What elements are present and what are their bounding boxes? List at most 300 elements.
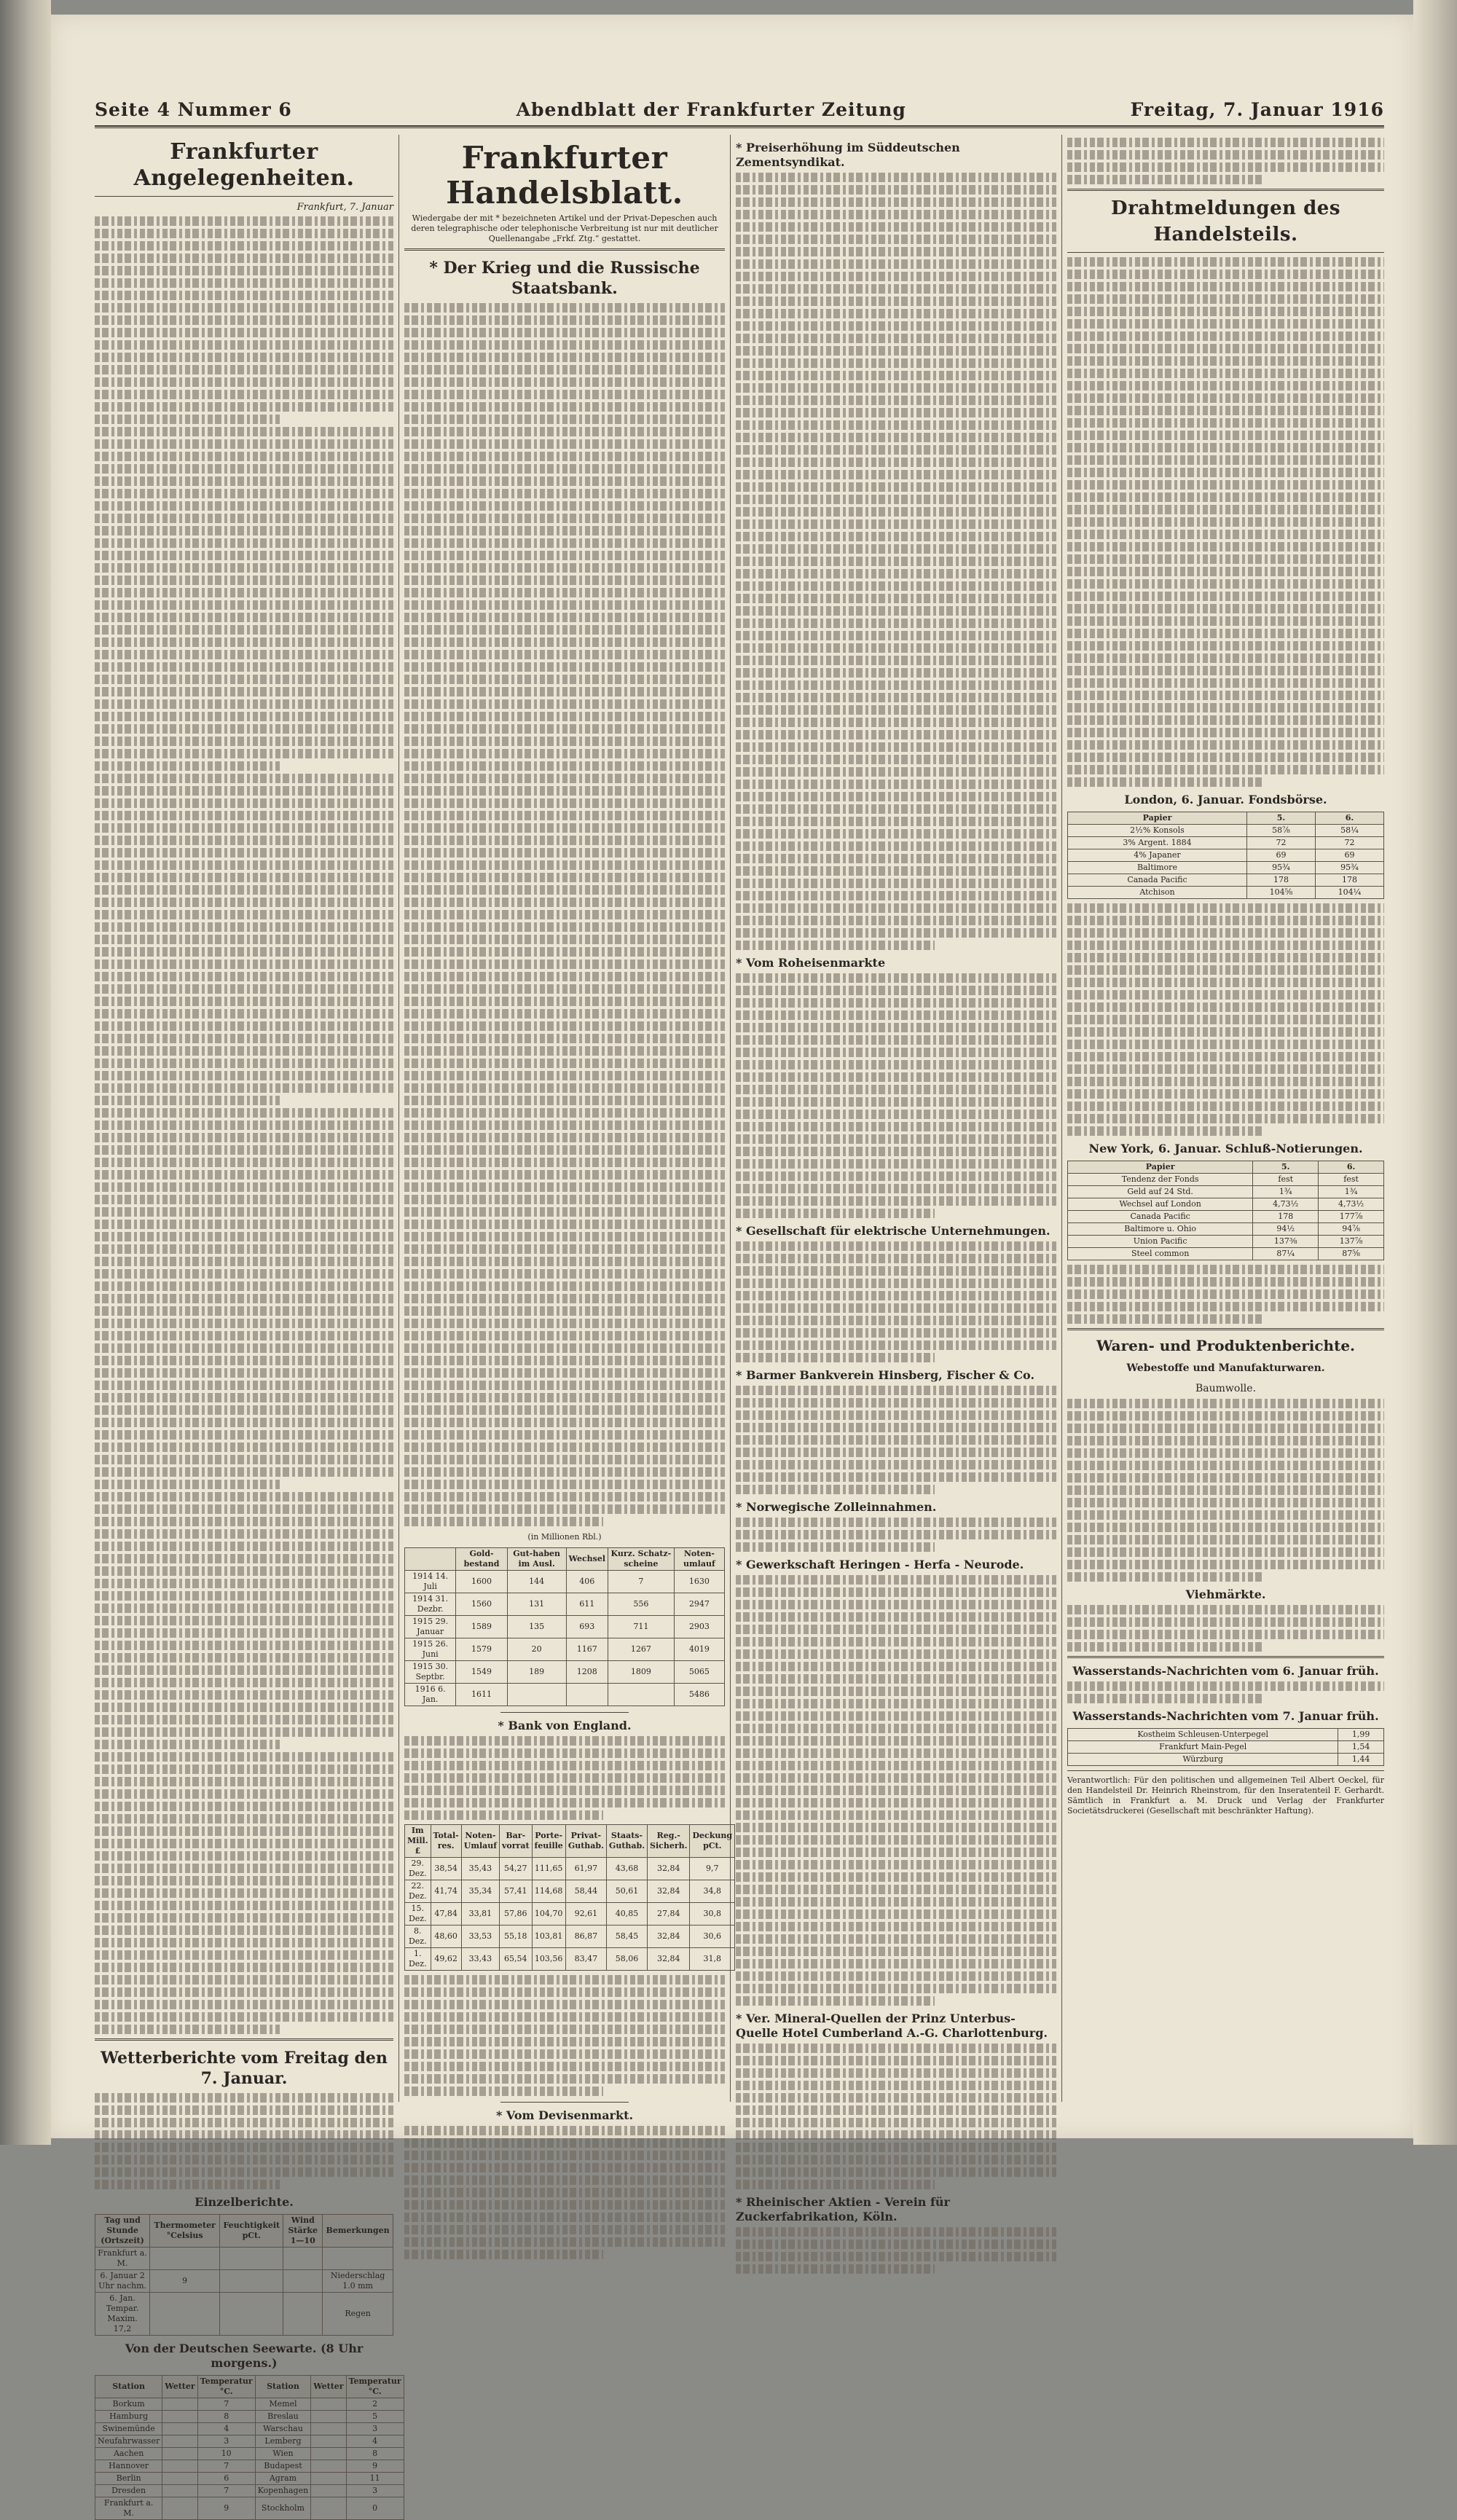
table-row bbox=[405, 1880, 735, 1903]
table-cell: 58,44 bbox=[565, 1880, 606, 1903]
table-cell: 9 bbox=[346, 2460, 404, 2473]
table-cell: 1600 bbox=[456, 1571, 507, 1593]
table-row bbox=[1068, 1223, 1384, 1236]
table-row bbox=[405, 1926, 735, 1948]
table-cell bbox=[311, 2448, 346, 2460]
bank-england-body-2 bbox=[404, 1975, 725, 2096]
table-cell bbox=[162, 2473, 197, 2485]
table-cell: 104¼ bbox=[1315, 887, 1383, 899]
table-cell: Frankfurt Main-Pegel bbox=[1068, 1741, 1338, 1754]
table-cell: 72 bbox=[1315, 837, 1383, 849]
table-cell: 34,8 bbox=[690, 1880, 735, 1903]
newyork-table bbox=[1067, 1161, 1384, 1260]
column-3 bbox=[736, 135, 1056, 2223]
table-cell: 57,86 bbox=[500, 1903, 533, 1926]
table-cell: 20 bbox=[507, 1638, 566, 1661]
table-cell: 35,34 bbox=[461, 1880, 499, 1903]
table-cell: 1630 bbox=[674, 1571, 724, 1593]
table-cell: Dresden bbox=[95, 2485, 162, 2497]
table-cell: 94⅞ bbox=[1319, 1223, 1384, 1236]
table-cell: 32,84 bbox=[648, 1880, 690, 1903]
table-cell bbox=[220, 2270, 283, 2293]
table-cell: 9,7 bbox=[690, 1858, 735, 1880]
table-cell: 87⅝ bbox=[1319, 1248, 1384, 1260]
table-cell bbox=[311, 2473, 346, 2485]
bank-england-table bbox=[404, 1824, 735, 1971]
table-cell bbox=[220, 2248, 283, 2270]
table-cell: 1914 14. Juli bbox=[405, 1571, 456, 1593]
table-cell bbox=[162, 2398, 197, 2411]
article-title-barmer: * Barmer Bankverein Hinsberg, Fischer & Co. bbox=[736, 1368, 1035, 1382]
table-cell: 43,68 bbox=[606, 1858, 647, 1880]
table-row bbox=[95, 2248, 393, 2270]
bank-england-title: * Bank von England. bbox=[498, 1719, 632, 1732]
section-title-frankfurt: Frankfurter Angelegenheiten. bbox=[133, 139, 355, 191]
table-row bbox=[1068, 825, 1384, 837]
vieh-title: Viehmärkte. bbox=[1185, 1587, 1266, 1601]
article-body-zucker bbox=[736, 2227, 1056, 2274]
table-cell bbox=[162, 2485, 197, 2497]
table-cell: 8 bbox=[197, 2411, 255, 2423]
table-row bbox=[405, 1903, 735, 1926]
table-cell: 41,74 bbox=[431, 1880, 461, 1903]
table-cell: 1¾ bbox=[1319, 1186, 1384, 1198]
table-row bbox=[1068, 874, 1384, 887]
table-header-cell: Im Mill. £ bbox=[405, 1825, 431, 1858]
table-cell: 7 bbox=[197, 2460, 255, 2473]
table-row bbox=[405, 1948, 735, 1971]
table-header-cell: Wetter bbox=[162, 2376, 197, 2398]
table-cell bbox=[311, 2423, 346, 2435]
table-cell: 1549 bbox=[456, 1661, 507, 1684]
table-cell: 3 bbox=[346, 2485, 404, 2497]
column-divider bbox=[398, 135, 399, 2102]
wasser-body-1 bbox=[1067, 1681, 1384, 1703]
handelsblatt-title: Frankfurter Handelsblatt. bbox=[446, 140, 683, 211]
table-cell: Frankfurt a. M. bbox=[95, 2248, 150, 2270]
table-header-cell bbox=[405, 1548, 456, 1571]
table-cell: 86,87 bbox=[565, 1926, 606, 1948]
table-cell: 1. Dez. bbox=[405, 1948, 431, 1971]
table-cell: 1589 bbox=[456, 1616, 507, 1638]
column-2 bbox=[404, 135, 733, 2122]
table-cell: 2 bbox=[346, 2398, 404, 2411]
table-cell: 1267 bbox=[608, 1638, 675, 1661]
table-cell: Tendenz der Fonds bbox=[1068, 1174, 1253, 1186]
article-title-norwegische: * Norwegische Zolleinnahmen. bbox=[736, 1500, 937, 1514]
table-header-cell: Papier bbox=[1068, 1161, 1253, 1174]
table-header-cell: 6. bbox=[1315, 812, 1383, 825]
table-cell: 58⅞ bbox=[1246, 825, 1315, 837]
table-row bbox=[1068, 1236, 1384, 1248]
table-cell: 9 bbox=[150, 2270, 220, 2293]
table-row bbox=[405, 1858, 735, 1880]
column-divider bbox=[730, 135, 731, 2102]
table-cell bbox=[566, 1684, 608, 1706]
page-edge-right bbox=[1413, 0, 1457, 2145]
wasser-table bbox=[1067, 1728, 1384, 1766]
staatsbank-table-caption: (in Millionen Rbl.) bbox=[527, 1532, 602, 1542]
table-cell: 4% Japaner bbox=[1068, 849, 1247, 862]
table-cell: 29. Dez. bbox=[405, 1858, 431, 1880]
table-header-cell: Bar-vorrat bbox=[500, 1825, 533, 1858]
page-edge-left bbox=[0, 0, 51, 2145]
table-cell: 54,27 bbox=[500, 1858, 533, 1880]
rule bbox=[95, 196, 393, 197]
table-cell: 137⅜ bbox=[1253, 1236, 1319, 1248]
table-row bbox=[405, 1616, 725, 1638]
table-header-cell: 5. bbox=[1253, 1161, 1319, 1174]
table-cell: 30,8 bbox=[690, 1903, 735, 1926]
table-row bbox=[405, 1638, 725, 1661]
column-divider bbox=[1061, 135, 1062, 2102]
metal-body bbox=[1067, 1265, 1384, 1324]
petersburg-body bbox=[1067, 903, 1384, 1136]
table-cell: 58,45 bbox=[606, 1926, 647, 1948]
table-cell: fest bbox=[1253, 1174, 1319, 1186]
table-cell: 1¾ bbox=[1253, 1186, 1319, 1198]
table-cell: Breslau bbox=[255, 2411, 310, 2423]
table-cell: 48,60 bbox=[431, 1926, 461, 1948]
table-cell: 4 bbox=[346, 2435, 404, 2448]
table-cell: Borkum bbox=[95, 2398, 162, 2411]
table-header-cell: Wetter bbox=[311, 2376, 346, 2398]
table-header-cell: Reg.-Sicherh. bbox=[648, 1825, 690, 1858]
table-header-cell: Gut-haben im Ausl. bbox=[507, 1548, 566, 1571]
table-row bbox=[1068, 862, 1384, 874]
article-body-mineral bbox=[736, 2044, 1056, 2189]
table-cell: 65,54 bbox=[500, 1948, 533, 1971]
table-header-cell: Papier bbox=[1068, 812, 1247, 825]
table-cell: 178 bbox=[1246, 874, 1315, 887]
table-cell: Budapest bbox=[255, 2460, 310, 2473]
table-cell: Berlin bbox=[95, 2473, 162, 2485]
masthead-date: Freitag, 7. Januar 1916 bbox=[1130, 98, 1384, 120]
table-row bbox=[405, 1571, 725, 1593]
table-header-cell: Noten-umlauf bbox=[674, 1548, 724, 1571]
wasser-title-1: Wasserstands-Nachrichten vom 6. Januar früh. bbox=[1072, 1664, 1379, 1678]
table-cell: 27,84 bbox=[648, 1903, 690, 1926]
table-cell: 4019 bbox=[674, 1638, 724, 1661]
table-cell: Hannover bbox=[95, 2460, 162, 2473]
table-cell: 38,54 bbox=[431, 1858, 461, 1880]
table-cell: 83,47 bbox=[565, 1948, 606, 1971]
table-cell: 33,43 bbox=[461, 1948, 499, 1971]
table-row bbox=[1068, 1741, 1384, 1754]
table-row bbox=[95, 2423, 404, 2435]
table-cell: 92,61 bbox=[565, 1903, 606, 1926]
table-cell bbox=[311, 2411, 346, 2423]
table-cell bbox=[283, 2248, 323, 2270]
table-cell: 4,73½ bbox=[1319, 1198, 1384, 1211]
table-cell: 69 bbox=[1315, 849, 1383, 862]
table-cell: 58¼ bbox=[1315, 825, 1383, 837]
table-cell: Hamburg bbox=[95, 2411, 162, 2423]
table-cell: 11 bbox=[346, 2473, 404, 2485]
imprint: Verantwortlich: Für den politischen und allgemeinen Teil Albert Oeckel, für den Handelsteil Dr. Heinrich Rheinstrom, für den Inseratenteil F. Gerhardt. Sämtlich in Frankfurt a. M. Druck und Verlag der Frankfurter Societätsdruckerei (Gesellschaft mit beschränkter Haftung). bbox=[1067, 1775, 1384, 1816]
table-row bbox=[95, 2411, 404, 2423]
weather-title: Wetterberichte vom Freitag den 7. Januar. bbox=[101, 2049, 388, 2088]
table-cell: 2½% Konsols bbox=[1068, 825, 1247, 837]
table-cell: 4 bbox=[197, 2423, 255, 2435]
table-row bbox=[1068, 849, 1384, 862]
table-cell: 1915 29. Januar bbox=[405, 1616, 456, 1638]
table-header-cell: Total-res. bbox=[431, 1825, 461, 1858]
london-table bbox=[1067, 812, 1384, 899]
table-cell: 1915 26. Juni bbox=[405, 1638, 456, 1661]
table-cell: 177⅞ bbox=[1319, 1211, 1384, 1223]
article-title-elektrische: * Gesellschaft für elektrische Unternehmungen. bbox=[736, 1224, 1050, 1238]
table-cell: Wien bbox=[255, 2448, 310, 2460]
article-title-heringen: * Gewerkschaft Heringen - Herfa - Neurode. bbox=[736, 1558, 1024, 1571]
article-title-roheisen: * Vom Roheisenmarkte bbox=[736, 956, 886, 970]
table-cell: 114,68 bbox=[532, 1880, 565, 1903]
table-cell: 111,65 bbox=[532, 1858, 565, 1880]
table-header-cell: Gold-bestand bbox=[456, 1548, 507, 1571]
table-row bbox=[1068, 1174, 1384, 1186]
table-cell: 3 bbox=[197, 2435, 255, 2448]
table-cell: 1579 bbox=[456, 1638, 507, 1661]
table-cell: 1915 30. Septbr. bbox=[405, 1661, 456, 1684]
dateline: Frankfurt, 7. Januar bbox=[296, 202, 393, 213]
table-cell bbox=[150, 2248, 220, 2270]
waren-subtitle: Webestoffe und Manufakturwaren. bbox=[1126, 1362, 1325, 1374]
table-row bbox=[1068, 1211, 1384, 1223]
table-cell: 103,81 bbox=[532, 1926, 565, 1948]
masthead-paper-title: Abendblatt der Frankfurter Zeitung bbox=[516, 98, 906, 120]
table-cell: 2947 bbox=[674, 1593, 724, 1616]
table-cell: Baltimore bbox=[1068, 862, 1247, 874]
table-cell: 4,73½ bbox=[1253, 1198, 1319, 1211]
table-cell: 5 bbox=[346, 2411, 404, 2423]
article-title-mineral: * Ver. Mineral-Quellen der Prinz Unterbus-Quelle Hotel Cumberland A.-G. Charlottenburg. bbox=[736, 2011, 1048, 2040]
table-cell bbox=[162, 2411, 197, 2423]
rule bbox=[404, 248, 725, 251]
table-cell: 10 bbox=[197, 2448, 255, 2460]
table-cell: Frankfurt a. M. bbox=[95, 2497, 162, 2520]
masthead-rule bbox=[95, 125, 1384, 128]
table-cell: Warschau bbox=[255, 2423, 310, 2435]
table-cell: 3% Argent. 1884 bbox=[1068, 837, 1247, 849]
drahtmeldungen-body bbox=[1067, 257, 1384, 787]
table-cell: 22. Dez. bbox=[405, 1880, 431, 1903]
table-cell: 1,54 bbox=[1338, 1741, 1384, 1754]
table-row bbox=[95, 2398, 404, 2411]
table-cell: 178 bbox=[1315, 874, 1383, 887]
table-cell: 137⅞ bbox=[1319, 1236, 1384, 1248]
article-body-staatsbank bbox=[404, 303, 725, 1526]
table-cell: 189 bbox=[507, 1661, 566, 1684]
table-cell: Niederschlag 1.0 mm bbox=[323, 2270, 393, 2293]
table-cell: Neufahrwasser bbox=[95, 2435, 162, 2448]
table-header-cell: Temperatur °C. bbox=[197, 2376, 255, 2398]
table-row bbox=[95, 2485, 404, 2497]
table-cell: 144 bbox=[507, 1571, 566, 1593]
rule bbox=[1067, 1656, 1384, 1658]
table-cell: 15. Dez. bbox=[405, 1903, 431, 1926]
table-cell: Agram bbox=[255, 2473, 310, 2485]
staatsbank-table bbox=[404, 1547, 725, 1706]
einzel-table bbox=[95, 2214, 393, 2336]
table-cell: 33,53 bbox=[461, 1926, 499, 1948]
table-cell: 72 bbox=[1246, 837, 1315, 849]
wasser-title-2: Wasserstands-Nachrichten vom 7. Januar früh. bbox=[1072, 1709, 1379, 1723]
intro-body bbox=[1067, 138, 1384, 184]
article-body-elektrische bbox=[736, 1241, 1056, 1362]
table-cell: 95¾ bbox=[1315, 862, 1383, 874]
table-row bbox=[405, 1593, 725, 1616]
table-cell: 5486 bbox=[674, 1684, 724, 1706]
table-cell bbox=[311, 2485, 346, 2497]
seewarte-title: Von der Deutschen Seewarte. (8 Uhr morgens.) bbox=[125, 2342, 364, 2370]
table-header-cell: Wind Stärke 1—10 bbox=[283, 2215, 323, 2248]
table-cell: Kopenhagen bbox=[255, 2485, 310, 2497]
table-cell: 35,43 bbox=[461, 1858, 499, 1880]
table-cell: 1560 bbox=[456, 1593, 507, 1616]
table-row bbox=[405, 1684, 725, 1706]
table-header-cell: Feuchtigkeit pCt. bbox=[220, 2215, 283, 2248]
table-cell: 406 bbox=[566, 1571, 608, 1593]
table-cell: Kostheim Schleusen-Unterpegel bbox=[1068, 1729, 1338, 1741]
table-row bbox=[1068, 1198, 1384, 1211]
table-cell: 30,6 bbox=[690, 1926, 735, 1948]
table-row bbox=[1068, 1754, 1384, 1766]
table-header-cell: Deckung pCt. bbox=[690, 1825, 735, 1858]
bank-england-body bbox=[404, 1736, 725, 1820]
table-cell: Atchison bbox=[1068, 887, 1247, 899]
rule bbox=[95, 2038, 393, 2041]
table-header-cell: Kurz. Schatz-scheine bbox=[608, 1548, 675, 1571]
table-row bbox=[405, 1661, 725, 1684]
table-row bbox=[95, 2293, 393, 2336]
table-header-cell: Station bbox=[255, 2376, 310, 2398]
table-row bbox=[95, 2448, 404, 2460]
table-cell bbox=[162, 2435, 197, 2448]
newyork-title: New York, 6. Januar. Schluß-Notierungen. bbox=[1088, 1142, 1363, 1155]
table-cell: 611 bbox=[566, 1593, 608, 1616]
table-cell: Union Pacific bbox=[1068, 1236, 1253, 1248]
table-cell: Wechsel auf London bbox=[1068, 1198, 1253, 1211]
handelsblatt-note: Wiedergabe der mit * bezeichneten Artikel und der Privat-Depeschen auch deren telegraphische oder telephonische Verbreitung ist nur mit deutlicher Quellenangabe „Frkf. Ztg.“ gestattet. bbox=[411, 213, 718, 243]
table-cell: Baltimore u. Ohio bbox=[1068, 1223, 1253, 1236]
table-row bbox=[95, 2435, 404, 2448]
table-cell bbox=[311, 2460, 346, 2473]
table-cell: 7 bbox=[608, 1571, 675, 1593]
table-header-cell: Tag und Stunde (Ortszeit) bbox=[95, 2215, 150, 2248]
table-cell: 2903 bbox=[674, 1616, 724, 1638]
article-body-roheisen bbox=[736, 973, 1056, 1218]
baumwolle-title: Baumwolle. bbox=[1195, 1383, 1257, 1394]
table-cell: 8 bbox=[346, 2448, 404, 2460]
table-cell: 693 bbox=[566, 1616, 608, 1638]
article-title-zucker: * Rheinischer Aktien - Verein für Zuckerfabrikation, Köln. bbox=[736, 2195, 950, 2223]
table-header-cell: Bemerkungen bbox=[323, 2215, 393, 2248]
table-cell: 8. Dez. bbox=[405, 1926, 431, 1948]
table-cell: 7 bbox=[197, 2485, 255, 2497]
masthead bbox=[95, 95, 1384, 124]
article-body-zement bbox=[736, 173, 1056, 950]
seewarte-table bbox=[95, 2375, 404, 2520]
table-cell bbox=[311, 2497, 346, 2520]
vieh-body bbox=[1067, 1605, 1384, 1652]
rule bbox=[1067, 252, 1384, 253]
table-cell bbox=[162, 2448, 197, 2460]
table-cell: 6. Januar 2 Uhr nachm. bbox=[95, 2270, 150, 2293]
table-cell: 61,97 bbox=[565, 1858, 606, 1880]
table-cell: 711 bbox=[608, 1616, 675, 1638]
table-row bbox=[95, 2497, 404, 2520]
table-cell: 104⅝ bbox=[1246, 887, 1315, 899]
table-cell: 6. Jan. Tempar. Maxim. 17,2 bbox=[95, 2293, 150, 2336]
table-cell: 31,8 bbox=[690, 1948, 735, 1971]
table-cell bbox=[220, 2293, 283, 2336]
table-cell: 47,84 bbox=[431, 1903, 461, 1926]
table-row bbox=[1068, 1186, 1384, 1198]
drahtmeldungen-title: Drahtmeldungen des Handelsteils. bbox=[1111, 197, 1340, 246]
table-cell: Regen bbox=[323, 2293, 393, 2336]
table-cell: 6 bbox=[197, 2473, 255, 2485]
devisen-body bbox=[404, 2126, 725, 2259]
table-header-cell: Temperatur °C. bbox=[346, 2376, 404, 2398]
table-row bbox=[1068, 1729, 1384, 1741]
table-cell: 32,84 bbox=[648, 1926, 690, 1948]
table-cell: 178 bbox=[1253, 1211, 1319, 1223]
waren-body bbox=[1067, 1399, 1384, 1582]
table-row bbox=[95, 2270, 393, 2293]
einzel-title: Einzelberichte. bbox=[195, 2195, 294, 2209]
table-row bbox=[95, 2473, 404, 2485]
rule bbox=[1067, 189, 1384, 191]
column-4 bbox=[1067, 135, 1384, 2102]
table-cell: 1208 bbox=[566, 1661, 608, 1684]
table-cell: Lemberg bbox=[255, 2435, 310, 2448]
table-cell: 103,56 bbox=[532, 1948, 565, 1971]
table-cell: 57,41 bbox=[500, 1880, 533, 1903]
rule bbox=[1067, 1328, 1384, 1330]
waren-title: Waren- und Produktenberichte. bbox=[1096, 1337, 1356, 1354]
table-cell: 50,61 bbox=[606, 1880, 647, 1903]
table-cell: 104,70 bbox=[532, 1903, 565, 1926]
table-row bbox=[1068, 887, 1384, 899]
masthead-page-number: Seite 4 Nummer 6 bbox=[95, 98, 292, 120]
table-cell: 69 bbox=[1246, 849, 1315, 862]
table-cell: 94½ bbox=[1253, 1223, 1319, 1236]
table-cell: 49,62 bbox=[431, 1948, 461, 1971]
table-cell: 1,44 bbox=[1338, 1754, 1384, 1766]
table-header-cell: Noten-Umlauf bbox=[461, 1825, 499, 1858]
table-cell: Stockholm bbox=[255, 2497, 310, 2520]
article-title-zement: * Preiserhöhung im Süddeutschen Zementsyndikat. bbox=[736, 141, 960, 169]
table-cell: 7 bbox=[197, 2398, 255, 2411]
rule bbox=[1067, 1770, 1384, 1771]
table-cell bbox=[150, 2293, 220, 2336]
table-cell: 3 bbox=[346, 2423, 404, 2435]
table-cell: Canada Pacific bbox=[1068, 874, 1247, 887]
table-cell: 1914 31. Dezbr. bbox=[405, 1593, 456, 1616]
table-cell: 556 bbox=[608, 1593, 675, 1616]
table-cell: 5065 bbox=[674, 1661, 724, 1684]
table-cell: 135 bbox=[507, 1616, 566, 1638]
column-1 bbox=[95, 135, 401, 2518]
table-header-cell: Wechsel bbox=[566, 1548, 608, 1571]
table-cell bbox=[507, 1684, 566, 1706]
table-header-cell: Porte-feuille bbox=[532, 1825, 565, 1858]
table-cell bbox=[283, 2293, 323, 2336]
table-cell: fest bbox=[1319, 1174, 1384, 1186]
table-cell: Memel bbox=[255, 2398, 310, 2411]
table-header-cell: 5. bbox=[1246, 812, 1315, 825]
table-cell: 32,84 bbox=[648, 1858, 690, 1880]
